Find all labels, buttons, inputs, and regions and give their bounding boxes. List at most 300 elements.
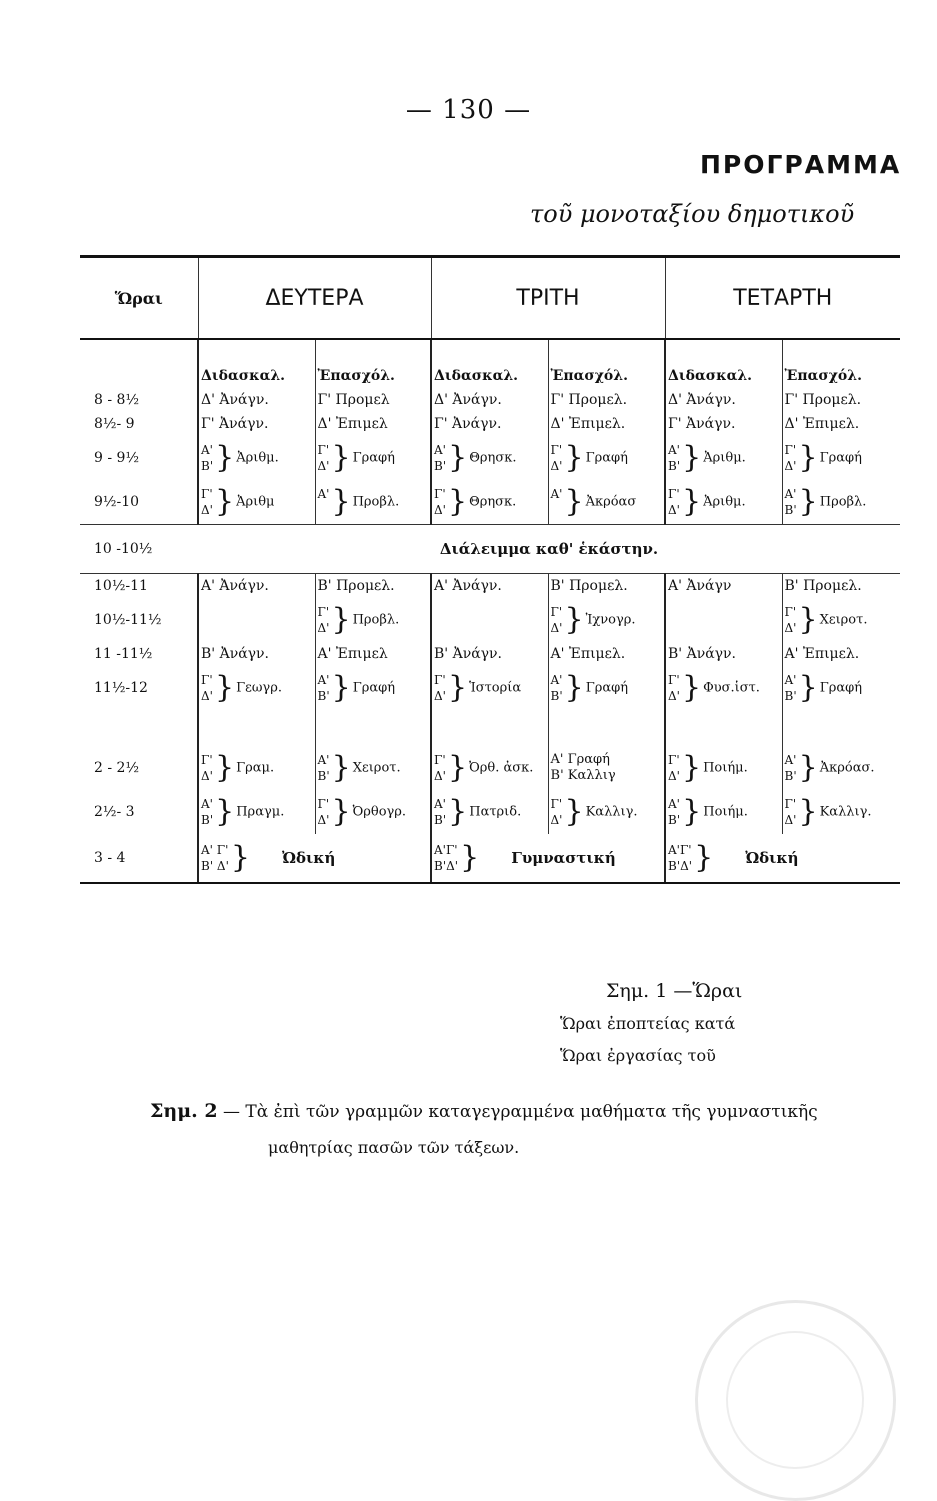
class-label: Β' (434, 459, 447, 473)
class-label: Β' (434, 813, 447, 827)
brace-glyph: } (215, 794, 235, 829)
class-label: Γ' (201, 753, 213, 767)
class-label: Α' (201, 443, 213, 457)
subject-label: Γυμναστική (511, 849, 616, 867)
schedule-row (80, 666, 900, 710)
class-group (785, 672, 797, 704)
class-label: Γ' (550, 797, 563, 811)
subject-label: Ποιήμ. (703, 760, 748, 776)
class-label: Γ' (550, 443, 563, 457)
lesson-cell: Γ' Προμελ. (548, 388, 665, 412)
class-group (551, 486, 563, 518)
class-label: Α' (668, 443, 680, 457)
lesson-cell (665, 666, 782, 710)
class-label: Α' (550, 487, 563, 501)
class-label: Β' Δ' (201, 859, 229, 873)
header-row (80, 257, 900, 340)
class-label: Γ' (550, 605, 563, 619)
class-label: Δ' (784, 621, 797, 635)
lesson-cell: Α' Ἀνάγν (665, 574, 782, 599)
gap-cell (431, 710, 548, 746)
schedule-row (80, 480, 900, 525)
subject-label: Ἀκρόασ (585, 494, 637, 510)
class-group (785, 604, 797, 636)
class-label: Δ' (550, 621, 563, 635)
brace-glyph: } (798, 484, 818, 519)
class-group (668, 842, 692, 874)
class-label: Γ' (317, 797, 330, 811)
class-label: Β' (784, 689, 797, 703)
combined-cell (198, 834, 431, 883)
subject-label: Γραφή (819, 680, 863, 696)
subject-label: Γραφή (352, 680, 396, 696)
class-group (201, 486, 213, 518)
class-label: Α' (668, 797, 680, 811)
class-label: Α' Γ' (201, 843, 229, 857)
lesson-cell (315, 436, 431, 480)
brace-glyph: } (331, 602, 351, 637)
lesson-cell: Β' Προμελ. (548, 574, 665, 599)
lesson-cell (198, 480, 315, 525)
class-group (551, 442, 563, 474)
class-group (551, 796, 563, 828)
lesson-cell (548, 666, 665, 710)
brace-glyph: } (564, 602, 584, 637)
subject-label: Ὠδική (745, 849, 799, 867)
gap-cell (80, 710, 198, 746)
class-label: Α'Γ' (434, 843, 458, 857)
lesson-cell: Β' Ἀνάγν. (665, 642, 782, 666)
class-group (551, 672, 563, 704)
lesson-cell: Δ' Ἀνάγν. (431, 388, 548, 412)
hour-cell: 9½-10 (94, 494, 140, 510)
subject-label: Γραφή (819, 450, 862, 466)
schedule-row (80, 574, 900, 599)
subject-label: Πραγμ. (236, 804, 285, 820)
brace-glyph: } (214, 670, 235, 705)
class-label: Γ' (784, 797, 797, 811)
lesson-cell (782, 746, 900, 790)
class-group (668, 486, 680, 518)
brace-glyph: } (798, 602, 818, 637)
stacked-line: Α' Γραφή (550, 752, 610, 767)
lesson-cell: Δ' Ἐπιμελ (315, 412, 431, 436)
class-label: Δ' (201, 769, 213, 783)
class-group (318, 796, 330, 828)
class-label: Α' (784, 753, 797, 767)
subject-label: Ἱστορία (469, 680, 522, 696)
lesson-cell: Α' Ἐπιμελ (315, 642, 431, 666)
lesson-cell (315, 790, 431, 834)
class-group (201, 796, 213, 828)
class-label: Β' (317, 769, 330, 783)
class-label: Δ' (317, 813, 330, 827)
class-group (201, 842, 229, 874)
hour-cell: 2½- 3 (94, 804, 135, 820)
schedule-row (80, 746, 900, 790)
class-label: Δ' (201, 689, 213, 703)
class-group (201, 442, 213, 474)
class-label: Δ' (668, 503, 680, 517)
hour-cell: 10 -10½ (80, 525, 198, 574)
page-title: ΠΡΟΓΡΑΜΜΑ (700, 150, 902, 179)
class-label: Α' (550, 673, 563, 687)
day-header-wednesday: ΤΕΤΑΡΤΗ (665, 257, 900, 340)
lesson-cell (315, 480, 431, 525)
lesson-cell: Γ' Προμελ (315, 388, 431, 412)
subject-label: Ὠδική (282, 849, 336, 867)
lesson-cell: Α' Ἐπιμελ. (782, 642, 900, 666)
hours-header: Ὥραι (80, 257, 198, 340)
schedule-row (80, 790, 900, 834)
subject-label: Ἀριθμ. (703, 494, 746, 510)
brace-glyph: } (448, 794, 468, 829)
class-group (434, 442, 446, 474)
class-label: Β'Δ' (434, 859, 459, 873)
lesson-cell (665, 790, 782, 834)
lesson-cell (431, 598, 548, 642)
lesson-cell: Β' Ἀνάγν. (198, 642, 315, 666)
subject-label: Γραφή (585, 680, 629, 696)
brace-glyph: } (448, 440, 468, 475)
brace-glyph: } (682, 440, 702, 475)
subheader-cell: Ἐπασχόλ. (782, 339, 900, 388)
subject-label: Ἀριθμ. (703, 450, 746, 466)
class-group (785, 486, 797, 518)
class-label (318, 502, 330, 518)
brace-glyph: } (447, 670, 468, 705)
brace-glyph: } (564, 484, 584, 519)
schedule-row (80, 412, 900, 436)
class-label: Δ' (550, 813, 563, 827)
brace-glyph: } (460, 840, 480, 875)
class-label: Β' (550, 689, 563, 703)
class-label: Γ' (668, 673, 680, 687)
lesson-cell: Β' Προμελ. (315, 574, 431, 599)
schedule-row (80, 642, 900, 666)
hour-cell: 3 - 4 (80, 834, 198, 883)
page-number: — 130 — (405, 95, 532, 125)
lesson-cell: Γ' Ἀνάγν. (665, 412, 782, 436)
note-2-line-2: μαθητρίας πασῶν τῶν τάξεων. (268, 1138, 520, 1157)
class-label: Γ' (668, 487, 680, 501)
class-group (668, 796, 680, 828)
brace-glyph: } (331, 484, 351, 519)
class-label: Δ' (317, 621, 330, 635)
class-label: Γ' (668, 753, 680, 767)
subheader-cell: Ἐπασχόλ. (548, 339, 665, 388)
stacked-lessons (551, 752, 616, 784)
class-group (668, 672, 680, 704)
subject-label: Πατριδ. (469, 804, 522, 820)
class-label: Α' (784, 487, 797, 501)
class-label: Α' (317, 487, 330, 501)
combined-cell (665, 834, 900, 883)
hour-cell: 8 - 8½ (94, 392, 140, 408)
lesson-cell (431, 480, 548, 525)
class-label: Δ' (784, 459, 797, 473)
note-1-line-3: Ὥραι ἐργασίας τοῦ (560, 1046, 716, 1065)
lesson-cell (431, 436, 548, 480)
class-group (318, 442, 330, 474)
class-label: Β' (201, 459, 214, 473)
class-label: Δ' (434, 689, 446, 703)
class-label: Α' (784, 673, 797, 687)
lesson-cell (665, 480, 782, 525)
subheader-row (80, 339, 900, 388)
gap-cell (782, 710, 900, 746)
subheader-cell: Διδασκαλ. (198, 339, 315, 388)
class-label (551, 502, 563, 518)
class-label: Δ' (201, 503, 213, 517)
subheader-blank (80, 339, 198, 388)
brace-glyph: } (798, 794, 818, 829)
schedule-table (80, 255, 900, 884)
class-label: Δ' (317, 459, 330, 473)
note-2-label: Σημ. 2 (150, 1100, 218, 1122)
schedule-body (80, 257, 900, 884)
class-label: Δ' (434, 503, 446, 517)
lesson-cell (548, 598, 665, 642)
lesson-cell (665, 598, 782, 642)
page-subtitle: τοῦ μονοταξίου δημοτικοῦ (530, 200, 855, 228)
lesson-cell: Α' Ἀνάγν. (431, 574, 548, 599)
lesson-cell (665, 746, 782, 790)
lesson-cell (198, 666, 315, 710)
class-label: Γ' (434, 753, 446, 767)
hour-cell: 2 - 2½ (94, 760, 140, 776)
lesson-cell: Γ' Προμελ. (782, 388, 900, 412)
class-label: Γ' (784, 443, 797, 457)
brace-glyph: } (798, 440, 818, 475)
hour-cell: 11 -11½ (94, 646, 153, 662)
lesson-cell: Δ' Ἐπιμελ. (782, 412, 900, 436)
subject-label: Καλλιγ. (585, 804, 638, 820)
lesson-cell (548, 790, 665, 834)
lesson-cell (782, 666, 900, 710)
brace-glyph: } (564, 670, 584, 705)
gap-row (80, 710, 900, 746)
class-group (201, 672, 213, 704)
class-label: Β' (668, 813, 681, 827)
gap-cell (315, 710, 431, 746)
subject-label: Ἀριθμ (236, 494, 275, 510)
class-label: Γ' (201, 487, 213, 501)
lesson-cell: Β' Ἀνάγν. (431, 642, 548, 666)
class-label: Δ' (784, 813, 797, 827)
brace-glyph: } (331, 750, 351, 785)
class-label: Δ' (668, 689, 680, 703)
note-2-text: — Τὰ ἐπὶ τῶν γραμμῶν καταγεγραμμένα μαθήματα τῆς γυμναστικῆς (223, 1102, 818, 1122)
note-1-line-2: Ὥραι ἐποπτείας κατά (560, 1014, 736, 1033)
lesson-cell (782, 598, 900, 642)
subject-label: Γραμ. (236, 760, 275, 776)
class-group (201, 752, 213, 784)
class-label: Β' (201, 813, 214, 827)
lesson-cell (548, 480, 665, 525)
class-label: Δ' (668, 769, 680, 783)
brace-glyph: } (230, 840, 250, 875)
lesson-cell (198, 598, 315, 642)
brace-glyph: } (331, 440, 351, 475)
lesson-cell (198, 790, 315, 834)
brace-glyph: } (564, 794, 584, 829)
brace-glyph: } (681, 484, 702, 519)
subheader-cell: Διδασκαλ. (431, 339, 548, 388)
lesson-cell (665, 436, 782, 480)
schedule-row (80, 598, 900, 642)
class-label: Γ' (201, 673, 213, 687)
lesson-cell (548, 436, 665, 480)
subject-label: Ποιήμ. (703, 804, 748, 820)
subject-label: Γεωγρ. (236, 680, 282, 696)
brace-glyph: } (331, 670, 351, 705)
lesson-cell (782, 790, 900, 834)
schedule-row (80, 525, 900, 574)
schedule-row (80, 388, 900, 412)
class-label: Δ' (550, 459, 563, 473)
subject-label: Γραφή (585, 450, 628, 466)
brace-glyph: } (694, 840, 714, 875)
class-label: Α' (434, 443, 446, 457)
subject-label: Ὀρθογρ. (352, 804, 407, 820)
lesson-cell: Α' Ἀνάγν. (198, 574, 315, 599)
class-label: Γ' (317, 443, 330, 457)
gap-cell (548, 710, 665, 746)
subject-label: Θρησκ. (469, 494, 517, 510)
subject-label: Ἀκρόασ. (819, 760, 875, 776)
subject-label: Ἰχνογρ. (585, 612, 636, 628)
class-group (668, 442, 680, 474)
note-1-label: Σημ. 1 (606, 980, 668, 1002)
class-group (434, 796, 446, 828)
brace-glyph: } (331, 794, 351, 829)
brace-glyph: } (682, 794, 702, 829)
subject-label: Προβλ. (352, 494, 400, 510)
subheader-cell: Διδασκαλ. (665, 339, 782, 388)
brace-glyph: } (798, 670, 818, 705)
brace-glyph: } (681, 670, 702, 705)
lesson-cell: Β' Προμελ. (782, 574, 900, 599)
day-header-monday: ΔΕΥΤΕΡΑ (198, 257, 431, 340)
brace-glyph: } (681, 750, 702, 785)
class-group (785, 442, 797, 474)
class-label: Γ' (434, 673, 446, 687)
brace-glyph: } (214, 484, 235, 519)
schedule-row (80, 436, 900, 480)
schedule-row (80, 834, 900, 883)
lesson-cell (198, 746, 315, 790)
hour-cell: 10½-11 (94, 578, 148, 594)
subject-label: Χειροτ. (819, 612, 868, 628)
day-header-tuesday: ΤΡΙΤΗ (431, 257, 665, 340)
class-group (318, 672, 330, 704)
class-group (785, 752, 797, 784)
class-group (785, 796, 797, 828)
class-label: Α'Γ' (668, 843, 692, 857)
lesson-cell: Δ' Ἐπιμελ. (548, 412, 665, 436)
break-cell: Διάλειμμα καθ' ἑκάστην. (198, 525, 900, 574)
class-group (318, 752, 330, 784)
lesson-cell: Α' Ἐπιμελ. (548, 642, 665, 666)
class-group (551, 604, 563, 636)
seal-inner-ring (726, 1331, 864, 1469)
lesson-cell (431, 746, 548, 790)
lesson-cell: Γ' Ἀνάγν. (431, 412, 548, 436)
class-label: Δ' (434, 769, 446, 783)
class-label: Β' (784, 503, 797, 517)
brace-glyph: } (214, 750, 235, 785)
hour-cell: 9 - 9½ (94, 450, 140, 466)
combined-cell (431, 834, 665, 883)
lesson-cell (782, 436, 900, 480)
note-1-text: —Ὥραι (673, 980, 743, 1002)
library-seal-watermark (695, 1300, 896, 1501)
subject-label: Ἀριθμ. (236, 450, 279, 466)
lesson-cell (315, 598, 431, 642)
class-label: Α' (317, 673, 330, 687)
gap-cell (198, 710, 315, 746)
class-group (434, 842, 458, 874)
lesson-cell (315, 746, 431, 790)
class-label: Α' (201, 797, 213, 811)
note-1 (606, 980, 742, 1002)
class-label: Α' (317, 753, 330, 767)
lesson-cell: Δ' Ἀνάγν. (198, 388, 315, 412)
lesson-cell (431, 790, 548, 834)
brace-glyph: } (215, 440, 235, 475)
subject-label: Χειροτ. (352, 760, 401, 776)
hour-cell: 11½-12 (94, 680, 148, 696)
lesson-cell (198, 436, 315, 480)
lesson-cell: Γ' Ἀνάγν. (198, 412, 315, 436)
class-label: Γ' (434, 487, 446, 501)
brace-glyph: } (798, 750, 818, 785)
class-group (668, 752, 680, 784)
brace-glyph: } (447, 484, 468, 519)
class-group (434, 752, 446, 784)
subject-label: Προβλ. (819, 494, 867, 510)
lesson-cell (782, 480, 900, 525)
note-2 (150, 1100, 818, 1122)
brace-glyph: } (447, 750, 468, 785)
class-group (318, 604, 330, 636)
brace-glyph: } (564, 440, 584, 475)
lesson-cell (548, 746, 665, 790)
class-label: Β' (784, 769, 797, 783)
class-label: Β' (668, 459, 681, 473)
subject-label: Προβλ. (352, 612, 400, 628)
gap-cell (665, 710, 782, 746)
class-label: Γ' (784, 605, 797, 619)
class-group (318, 486, 330, 518)
class-label: Β'Δ' (668, 859, 693, 873)
subject-label: Καλλιγ. (819, 804, 872, 820)
subject-label: Ὀρθ. ἀσκ. (469, 760, 534, 776)
class-label: Α' (434, 797, 446, 811)
subject-label: Φυσ.ἱστ. (703, 680, 760, 696)
lesson-cell (431, 666, 548, 710)
lesson-cell: Δ' Ἀνάγν. (665, 388, 782, 412)
hour-cell: 8½- 9 (94, 416, 135, 432)
lesson-cell (315, 666, 431, 710)
stacked-line: Β' Καλλιγ (550, 768, 616, 783)
subheader-cell: Ἐπασχόλ. (315, 339, 431, 388)
class-label: Γ' (317, 605, 330, 619)
subject-label: Γραφή (352, 450, 395, 466)
class-group (434, 486, 446, 518)
class-group (434, 672, 446, 704)
